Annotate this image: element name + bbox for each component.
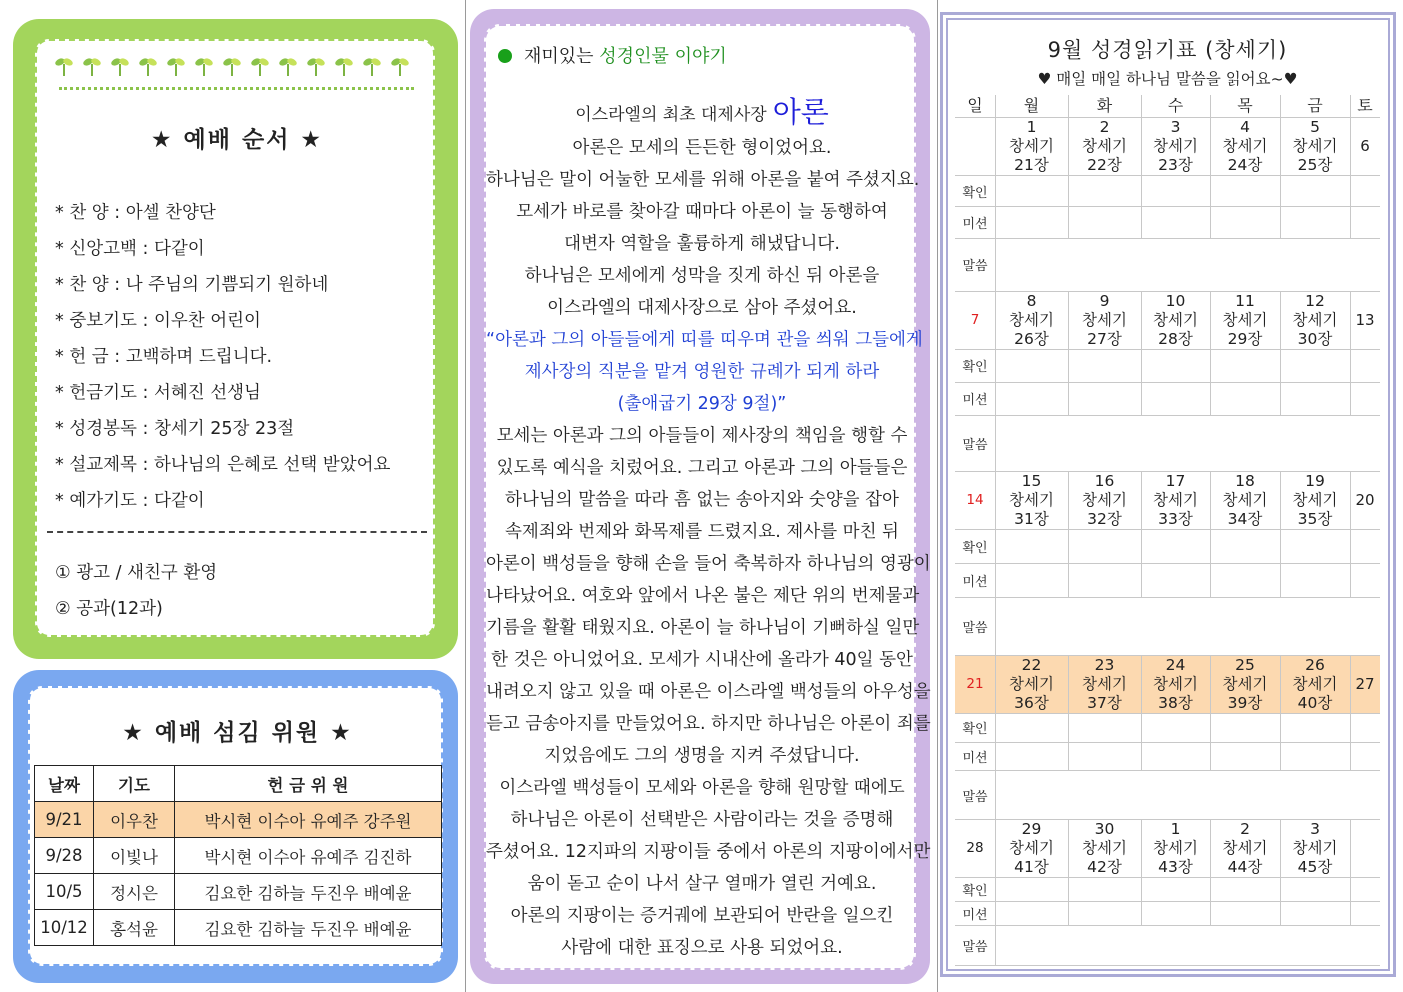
chapter: 25장 (1297, 156, 1333, 174)
chapter: 36장 (1014, 694, 1049, 712)
grid-line (955, 529, 1380, 530)
row-label: 미션 (962, 216, 988, 232)
reading-day-cell (1210, 292, 1280, 349)
day-number: 19 (1305, 472, 1325, 490)
book-name: 창세기 (1292, 137, 1338, 155)
column-divider (465, 0, 466, 992)
day-number: 2 (1099, 118, 1110, 136)
book-name: 창세기 (1082, 311, 1127, 329)
reading-chart-subtitle: ♥ 매일 매일 하나님 말씀을 읽어요~♥ (1037, 70, 1298, 88)
row-label: 확인 (962, 360, 988, 376)
story-heading-prefix: 재미있는 (524, 46, 594, 67)
chapter: 31장 (1014, 510, 1049, 528)
grid-line (955, 965, 1380, 966)
book-name: 창세기 (1009, 675, 1054, 693)
grid-line (955, 382, 1380, 383)
prayer-cell: 이우찬 (94, 802, 175, 838)
worship-order-card (35, 39, 435, 637)
table-row (35, 838, 442, 874)
column-divider (937, 0, 938, 992)
chapter: 23장 (1158, 156, 1193, 174)
day-number: 17 (1165, 472, 1186, 490)
chapter: 30장 (1297, 330, 1333, 348)
grid-line (995, 291, 996, 471)
grid-line (1068, 95, 1069, 117)
story-line: 한 것은 아니었어요. 모세가 시내산에 올라가 40일 동안 (491, 650, 913, 670)
story-line: 나타났어요. 여호와 앞에서 나온 불은 제단 위의 번제물과 (486, 586, 920, 606)
row-label: 말씀 (962, 621, 988, 637)
row-label: 미션 (962, 907, 988, 923)
grid-line (995, 655, 996, 819)
grid-line (955, 206, 1380, 207)
reading-day-cell (1210, 472, 1280, 529)
day-number: 26 (1305, 656, 1325, 674)
saturday-date: 6 (1360, 137, 1370, 155)
reading-day-cell (995, 656, 1068, 713)
chapter: 27장 (1087, 330, 1122, 348)
story-line: 내려오지 않고 있을 때 아론은 이스라엘 백성들의 아우성을 (486, 682, 931, 702)
day-number: 1 (1170, 820, 1181, 838)
day-number: 29 (1021, 820, 1042, 838)
day-number: 3 (1170, 118, 1181, 136)
grid-line (955, 238, 1380, 239)
row-label: 말씀 (962, 259, 988, 275)
grid-line (955, 925, 1380, 926)
order-note: ① 광고 / 새친구 환영 (55, 563, 218, 583)
story-line: 모세는 아론과 그의 아들들이 제사장의 책임을 행할 수 (496, 426, 908, 446)
chapter: 41장 (1014, 858, 1049, 876)
grid-line (955, 742, 1380, 743)
reading-day-cell (995, 118, 1068, 175)
order-item: * 예가기도 : 다같이 (55, 491, 205, 511)
committee-title: ★ 예배 섬김 위원 ★ (122, 720, 353, 746)
book-name: 창세기 (1222, 137, 1268, 155)
reading-day-cell (1068, 292, 1141, 349)
grid-line (1210, 819, 1211, 925)
chapter: 42장 (1087, 858, 1122, 876)
story-line: 사람에 대한 표징으로 사용 되었어요. (561, 938, 843, 958)
story-line: 있도록 예식을 치렀어요. 그리고 아론과 그의 아들들은 (496, 458, 908, 478)
order-item: * 중보기도 : 이우찬 어린이 (55, 311, 261, 331)
grid-line (1068, 655, 1069, 770)
chapter: 45장 (1297, 858, 1333, 876)
date-cell: 9/21 (35, 802, 94, 838)
book-name: 창세기 (1009, 311, 1054, 329)
story-line: 듣고 금송아지를 만들었어요. 하지만 하나님은 아론이 죄를 (486, 714, 931, 734)
day-number: 25 (1235, 656, 1255, 674)
grid-line (1350, 819, 1351, 925)
date-cell: 10/12 (35, 910, 94, 946)
row-label: 말씀 (962, 789, 988, 805)
sprout-icon (251, 53, 269, 77)
story-line: 아론이 백성들을 향해 손을 들어 축복하자 하나님의 영광이 (486, 554, 931, 574)
row-label: 미션 (962, 750, 988, 766)
story-line: 하나님의 말씀을 따라 흠 없는 송아지와 숫양을 잡아 (505, 490, 899, 510)
day-number: 4 (1240, 118, 1250, 136)
grid-line (1141, 95, 1142, 117)
book-name: 창세기 (1292, 675, 1338, 693)
order-item: * 찬 양 : 아셀 찬양단 (55, 203, 216, 223)
table-row (35, 910, 442, 946)
story-line: 하나님은 모세에게 성막을 짓게 하신 뒤 아론을 (524, 266, 880, 286)
row-label: 미션 (962, 393, 988, 409)
grid-line (1280, 117, 1281, 238)
grid-line (1141, 819, 1142, 925)
worship-order-panel (13, 19, 458, 659)
chapter: 34장 (1227, 510, 1263, 528)
sprout-icon (391, 53, 409, 77)
day-header: 화 (1096, 96, 1113, 115)
sprout-icon (139, 53, 157, 77)
day-number: 10 (1165, 292, 1186, 310)
order-item: * 찬 양 : 나 주님의 기쁨되기 원하네 (55, 275, 329, 295)
grid-line (1210, 471, 1211, 597)
chapter: 38장 (1158, 694, 1193, 712)
sprout-icon (195, 53, 213, 77)
offering-cell: 박시현 이수아 유예주 강주원 (175, 802, 442, 838)
grid-line (1068, 117, 1069, 238)
story-scripture-line: 제사장의 직분을 맡겨 영원한 규례가 되게 하라 (524, 362, 880, 382)
grid-line (955, 415, 1380, 416)
day-number: 24 (1165, 656, 1186, 674)
grid-line (955, 563, 1380, 564)
reading-calendar (955, 95, 1380, 965)
reading-day-cell (1141, 118, 1210, 175)
day-header: 월 (1023, 96, 1040, 115)
offering-cell: 박시현 이수아 유예주 김진하 (175, 838, 442, 874)
story-line: 움이 돋고 순이 나서 살구 열매가 열린 거예요. (527, 874, 877, 894)
chapter: 44장 (1227, 858, 1263, 876)
story-subtitle-text: 이스라엘의 최초 대제사장 (575, 105, 767, 125)
book-name: 창세기 (1222, 491, 1268, 509)
grid-line (1350, 95, 1351, 117)
chapter: 37장 (1087, 694, 1122, 712)
column-header: 기도 (94, 766, 175, 802)
row-label: 확인 (962, 883, 988, 899)
story-scripture-line: “아론과 그의 아들들에게 띠를 띠우며 관을 씌워 그들에게 (486, 330, 923, 350)
book-name: 창세기 (1292, 311, 1338, 329)
story-heading-highlight: 성경인물 이야기 (599, 46, 727, 67)
grid-line (1141, 471, 1142, 597)
sprout-decoration (55, 53, 415, 79)
day-header: 토 (1357, 96, 1373, 115)
grid-line (1210, 655, 1211, 770)
grid-line (1280, 819, 1281, 925)
order-item: * 설교제목 : 하나님의 은혜로 선택 받았어요 (55, 455, 391, 475)
book-name: 창세기 (1009, 137, 1054, 155)
grid-line (1280, 471, 1281, 597)
story-line: 하나님은 아론이 선택받은 사람이라는 것을 증명해 (510, 810, 894, 830)
story-heading (498, 42, 727, 68)
worship-order-title: ★ 예배 순서 ★ (150, 127, 324, 153)
reading-day-cell (1141, 472, 1210, 529)
day-number: 8 (1026, 292, 1037, 310)
reading-day-cell (1068, 820, 1141, 877)
day-number: 16 (1094, 472, 1115, 490)
reading-day-cell (1280, 472, 1350, 529)
row-label: 말씀 (962, 939, 988, 955)
day-header: 목 (1237, 96, 1253, 115)
day-number: 3 (1310, 820, 1320, 838)
book-name: 창세기 (1082, 839, 1127, 857)
chapter: 32장 (1087, 510, 1122, 528)
day-number: 9 (1099, 292, 1110, 310)
sprout-icon (223, 53, 241, 77)
reading-day-cell (1141, 292, 1210, 349)
prayer-cell: 정시은 (94, 874, 175, 910)
column-header: 헌 금 위 원 (175, 766, 442, 802)
story-subtitle (486, 90, 918, 131)
book-name: 창세기 (1153, 311, 1198, 329)
day-header: 일 (967, 96, 983, 115)
story-line: 모세가 바로를 찾아갈 때마다 아론이 늘 동행하여 (516, 202, 888, 222)
table-header-row (35, 766, 442, 802)
story-line: 이스라엘의 대제사장으로 삼아 주셨어요. (547, 298, 857, 318)
sprout-icon (335, 53, 353, 77)
grid-line (1280, 95, 1281, 117)
grid-line (995, 819, 996, 965)
prayer-cell: 이빛나 (94, 838, 175, 874)
committee-table (34, 765, 442, 946)
sunday-date: 7 (970, 312, 980, 328)
grid-line (955, 713, 1380, 714)
chapter: 22장 (1087, 156, 1122, 174)
story-character-name: 아론 (772, 95, 829, 129)
book-name: 창세기 (1082, 491, 1127, 509)
dashed-separator (47, 531, 427, 533)
grid-line (1350, 291, 1351, 415)
chapter: 29장 (1227, 330, 1263, 348)
grid-line (1350, 117, 1351, 238)
reading-day-cell (1141, 656, 1210, 713)
bible-story-panel (470, 9, 930, 984)
committee-card (28, 686, 443, 966)
reading-day-cell (1280, 118, 1350, 175)
day-number: 18 (1235, 472, 1255, 490)
book-name: 창세기 (1222, 311, 1268, 329)
offering-cell: 김요한 김하늘 두진우 배예윤 (175, 910, 442, 946)
row-label: 확인 (962, 722, 988, 738)
chapter: 28장 (1158, 330, 1193, 348)
day-header: 수 (1167, 96, 1184, 115)
row-label: 말씀 (962, 437, 988, 453)
sprout-icon (363, 53, 381, 77)
reading-day-cell (1280, 656, 1350, 713)
row-label: 확인 (962, 185, 988, 201)
reading-day-cell (995, 820, 1068, 877)
grid-line (955, 770, 1380, 771)
grid-line (955, 901, 1380, 902)
bullet-icon (498, 49, 512, 63)
reading-day-cell (1141, 820, 1210, 877)
row-label: 확인 (962, 541, 988, 556)
day-number: 15 (1021, 472, 1042, 490)
story-line: 이스라엘 백성들이 모세와 아론을 향해 원망할 때에도 (499, 778, 905, 798)
chapter: 33장 (1158, 510, 1193, 528)
day-number: 11 (1235, 292, 1255, 310)
chapter: 39장 (1227, 694, 1263, 712)
chapter: 21장 (1014, 156, 1049, 174)
order-item: * 신앙고백 : 다같이 (55, 239, 205, 259)
order-note: ② 공과(12과) (55, 599, 163, 619)
row-label: 미션 (962, 575, 988, 591)
reading-day-cell (1280, 820, 1350, 877)
grid-line (1280, 291, 1281, 415)
reading-day-cell (995, 292, 1068, 349)
table-row (35, 874, 442, 910)
book-name: 창세기 (1153, 675, 1198, 693)
sprout-icon (111, 53, 129, 77)
prayer-cell: 홍석윤 (94, 910, 175, 946)
reading-chart-title: 9월 성경읽기표 (창세기) (1047, 38, 1288, 62)
story-line: 아론의 지팡이는 증거궤에 보관되어 반란을 일으킨 (510, 906, 894, 926)
chapter: 26장 (1014, 330, 1049, 348)
day-header: 금 (1307, 96, 1323, 115)
grid-line (995, 95, 996, 117)
reading-day-cell (1068, 472, 1141, 529)
book-name: 창세기 (1009, 839, 1054, 857)
book-name: 창세기 (1222, 839, 1268, 857)
day-number: 22 (1021, 656, 1042, 674)
grid-line (1210, 95, 1211, 117)
grid-line (955, 349, 1380, 350)
grid-line (1210, 117, 1211, 238)
reading-day-cell (1210, 118, 1280, 175)
reading-day-cell (1068, 656, 1141, 713)
saturday-date: 27 (1355, 675, 1375, 693)
dotted-divider (59, 87, 414, 90)
grid-line (1141, 117, 1142, 238)
date-cell: 9/28 (35, 838, 94, 874)
grid-line (955, 175, 1380, 176)
reading-day-cell (1210, 820, 1280, 877)
book-name: 창세기 (1292, 839, 1338, 857)
story-line: 기름을 활활 태웠지요. 아론이 늘 하나님이 기뻐하실 일만 (486, 618, 920, 638)
story-line: 하나님은 말이 어눌한 모세를 위해 아론을 붙여 주셨지요. (486, 170, 920, 190)
day-number: 5 (1310, 118, 1320, 136)
story-line: 속제죄와 번제와 화목제를 드렸지요. 제사를 마친 뒤 (505, 522, 899, 542)
chapter: 43장 (1158, 858, 1193, 876)
book-name: 창세기 (1292, 491, 1338, 509)
day-number: 2 (1240, 820, 1250, 838)
grid-line (955, 597, 1380, 598)
column-header: 날짜 (35, 766, 94, 802)
sprout-icon (167, 53, 185, 77)
grid-line (1280, 655, 1281, 770)
saturday-date: 20 (1355, 491, 1375, 509)
book-name: 창세기 (1222, 675, 1268, 693)
story-line: 대변자 역할을 훌륭하게 해냈답니다. (564, 234, 840, 254)
grid-line (1141, 655, 1142, 770)
chapter: 24장 (1227, 156, 1263, 174)
sprout-icon (55, 53, 73, 77)
story-line: 주셨어요. 12지파의 지팡이들 중에서 아론의 지팡이에서만 (486, 842, 931, 862)
book-name: 창세기 (1082, 675, 1127, 693)
sprout-icon (83, 53, 101, 77)
reading-day-cell (1280, 292, 1350, 349)
sprout-icon (279, 53, 297, 77)
book-name: 창세기 (1153, 137, 1198, 155)
grid-line (1068, 291, 1069, 415)
committee-panel (13, 670, 458, 983)
story-scripture-line: (출애굽기 29장 9절)” (617, 394, 787, 414)
sunday-date: 28 (966, 840, 984, 856)
chapter: 40장 (1297, 694, 1333, 712)
sprout-icon (307, 53, 325, 77)
grid-line (995, 471, 996, 655)
grid-line (995, 117, 996, 291)
grid-line (1068, 471, 1069, 597)
reading-day-cell (995, 472, 1068, 529)
order-item: * 헌 금 : 고백하며 드립니다. (55, 347, 273, 367)
story-line: 지었음에도 그의 생명을 지켜 주셨답니다. (544, 746, 860, 766)
book-name: 창세기 (1009, 491, 1054, 509)
grid-line (1068, 819, 1069, 925)
day-number: 30 (1094, 820, 1115, 838)
chapter: 35장 (1297, 510, 1333, 528)
book-name: 창세기 (1153, 491, 1198, 509)
offering-cell: 김요한 김하늘 두진우 배예윤 (175, 874, 442, 910)
saturday-date: 13 (1355, 311, 1375, 329)
grid-line (1210, 291, 1211, 415)
table-row (35, 802, 442, 838)
grid-line (1350, 655, 1351, 770)
day-number: 1 (1026, 118, 1037, 136)
order-item: * 성경봉독 : 창세기 25장 23절 (55, 419, 295, 439)
sunday-date: 14 (966, 492, 984, 508)
reading-day-cell (1068, 118, 1141, 175)
story-line: 아론은 모세의 든든한 형이었어요. (572, 138, 832, 158)
date-cell: 10/5 (35, 874, 94, 910)
reading-day-cell (1210, 656, 1280, 713)
book-name: 창세기 (1153, 839, 1198, 857)
day-number: 12 (1305, 292, 1325, 310)
bible-story-card (484, 24, 931, 970)
day-number: 23 (1094, 656, 1115, 674)
grid-line (1141, 291, 1142, 415)
book-name: 창세기 (1082, 137, 1127, 155)
grid-line (1350, 471, 1351, 597)
order-item: * 헌금기도 : 서혜진 선생님 (55, 383, 261, 403)
sunday-date: 21 (966, 676, 984, 692)
grid-line (955, 877, 1380, 878)
